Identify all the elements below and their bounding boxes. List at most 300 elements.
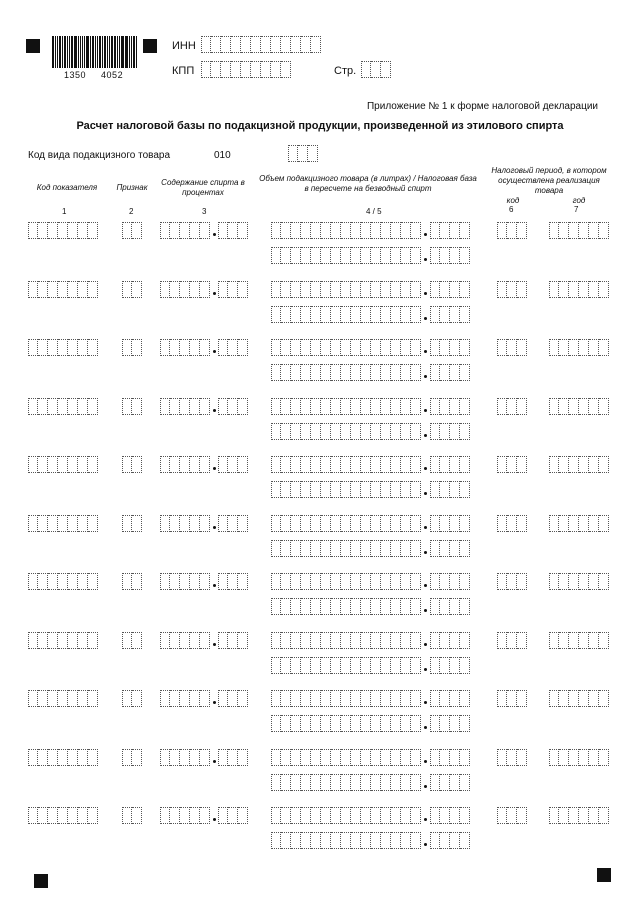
- period-year-field-cell[interactable]: [569, 456, 579, 473]
- tax-base-integer-field-cell[interactable]: [381, 774, 391, 791]
- volume-integer-field-cell[interactable]: [351, 222, 361, 239]
- tax-base-integer-field-cell[interactable]: [281, 364, 291, 381]
- alcohol-content-integer-field-cell[interactable]: [180, 690, 190, 707]
- volume-fraction-field[interactable]: [430, 690, 470, 707]
- alcohol-content-integer-field-cell[interactable]: [200, 456, 210, 473]
- tax-base-integer-field-cell[interactable]: [361, 423, 371, 440]
- tax-base-fraction-field-cell[interactable]: [430, 657, 440, 674]
- volume-integer-field-cell[interactable]: [381, 690, 391, 707]
- indicator-code-field[interactable]: [28, 632, 98, 649]
- attribute-field[interactable]: [122, 515, 142, 532]
- attribute-field-cell[interactable]: [122, 807, 132, 824]
- volume-integer-field-cell[interactable]: [341, 515, 351, 532]
- volume-integer-field-cell[interactable]: [281, 749, 291, 766]
- tax-base-integer-field-cell[interactable]: [291, 364, 301, 381]
- volume-integer-field-cell[interactable]: [351, 690, 361, 707]
- tax-base-integer-field-cell[interactable]: [331, 247, 341, 264]
- volume-integer-field-cell[interactable]: [391, 573, 401, 590]
- tax-base-fraction-field-cell[interactable]: [440, 364, 450, 381]
- tax-base-integer-field-cell[interactable]: [321, 832, 331, 849]
- volume-integer-field-cell[interactable]: [411, 222, 421, 239]
- indicator-code-field-cell[interactable]: [88, 339, 98, 356]
- volume-integer-field-cell[interactable]: [391, 339, 401, 356]
- indicator-code-field-cell[interactable]: [78, 456, 88, 473]
- kpp-cell[interactable]: [231, 61, 241, 78]
- volume-integer-field-cell[interactable]: [391, 222, 401, 239]
- volume-fraction-field-cell[interactable]: [440, 573, 450, 590]
- period-code-field-cell[interactable]: [517, 281, 527, 298]
- volume-integer-field-cell[interactable]: [361, 749, 371, 766]
- inn-field[interactable]: [201, 36, 321, 53]
- alcohol-content-integer-field-cell[interactable]: [160, 398, 170, 415]
- volume-integer-field-cell[interactable]: [281, 690, 291, 707]
- tax-base-fraction-field[interactable]: [430, 540, 470, 557]
- period-year-field-cell[interactable]: [559, 690, 569, 707]
- volume-fraction-field-cell[interactable]: [460, 456, 470, 473]
- tax-base-integer-field-cell[interactable]: [311, 306, 321, 323]
- alcohol-content-fraction-field-cell[interactable]: [218, 749, 228, 766]
- indicator-code-field-cell[interactable]: [78, 690, 88, 707]
- volume-integer-field-cell[interactable]: [291, 398, 301, 415]
- tax-base-integer-field-cell[interactable]: [391, 657, 401, 674]
- period-year-field-cell[interactable]: [569, 281, 579, 298]
- period-year-field-cell[interactable]: [589, 222, 599, 239]
- volume-integer-field-cell[interactable]: [311, 281, 321, 298]
- period-code-field-cell[interactable]: [507, 222, 517, 239]
- tax-base-integer-field-cell[interactable]: [311, 832, 321, 849]
- tax-base-integer-field-cell[interactable]: [301, 832, 311, 849]
- tax-base-integer-field-cell[interactable]: [291, 657, 301, 674]
- inn-cell[interactable]: [311, 36, 321, 53]
- volume-integer-field-cell[interactable]: [331, 690, 341, 707]
- period-year-field-cell[interactable]: [599, 339, 609, 356]
- indicator-code-field-cell[interactable]: [48, 573, 58, 590]
- alcohol-content-integer-field-cell[interactable]: [200, 398, 210, 415]
- attribute-field[interactable]: [122, 222, 142, 239]
- tax-base-integer-field-cell[interactable]: [371, 306, 381, 323]
- alcohol-content-fraction-field-cell[interactable]: [228, 398, 238, 415]
- tax-base-integer-field-cell[interactable]: [391, 306, 401, 323]
- volume-integer-field-cell[interactable]: [371, 515, 381, 532]
- alcohol-content-integer-field-cell[interactable]: [190, 632, 200, 649]
- volume-integer-field-cell[interactable]: [271, 456, 281, 473]
- indicator-code-field-cell[interactable]: [28, 222, 38, 239]
- period-year-field-cell[interactable]: [599, 456, 609, 473]
- period-code-field-cell[interactable]: [507, 339, 517, 356]
- period-code-field-cell[interactable]: [497, 749, 507, 766]
- kpp-cell[interactable]: [201, 61, 211, 78]
- volume-integer-field-cell[interactable]: [361, 690, 371, 707]
- alcohol-content-integer-field-cell[interactable]: [200, 339, 210, 356]
- indicator-code-field[interactable]: [28, 281, 98, 298]
- volume-integer-field-cell[interactable]: [411, 573, 421, 590]
- inn-cell[interactable]: [221, 36, 231, 53]
- period-year-field[interactable]: [549, 456, 609, 473]
- volume-integer-field-cell[interactable]: [311, 573, 321, 590]
- volume-integer-field-cell[interactable]: [271, 807, 281, 824]
- volume-fraction-field-cell[interactable]: [450, 339, 460, 356]
- volume-fraction-field-cell[interactable]: [440, 339, 450, 356]
- period-code-field[interactable]: [497, 807, 527, 824]
- volume-integer-field-cell[interactable]: [301, 749, 311, 766]
- tax-base-integer-field-cell[interactable]: [371, 774, 381, 791]
- alcohol-content-integer-field-cell[interactable]: [200, 515, 210, 532]
- tax-base-integer-field[interactable]: [271, 657, 421, 674]
- period-year-field-cell[interactable]: [589, 398, 599, 415]
- volume-integer-field-cell[interactable]: [301, 515, 311, 532]
- volume-integer-field-cell[interactable]: [401, 515, 411, 532]
- tax-base-fraction-field-cell[interactable]: [440, 540, 450, 557]
- tax-base-integer-field-cell[interactable]: [321, 364, 331, 381]
- volume-integer-field-cell[interactable]: [361, 515, 371, 532]
- tax-base-integer-field-cell[interactable]: [321, 598, 331, 615]
- inn-cell[interactable]: [281, 36, 291, 53]
- alcohol-content-integer-field-cell[interactable]: [180, 456, 190, 473]
- indicator-code-field-cell[interactable]: [38, 398, 48, 415]
- period-code-field-cell[interactable]: [497, 281, 507, 298]
- volume-integer-field-cell[interactable]: [281, 456, 291, 473]
- volume-integer-field-cell[interactable]: [321, 281, 331, 298]
- indicator-code-field-cell[interactable]: [68, 573, 78, 590]
- tax-base-fraction-field-cell[interactable]: [450, 364, 460, 381]
- tax-base-fraction-field-cell[interactable]: [450, 306, 460, 323]
- alcohol-content-integer-field-cell[interactable]: [180, 398, 190, 415]
- alcohol-content-integer-field-cell[interactable]: [160, 281, 170, 298]
- tax-base-integer-field-cell[interactable]: [391, 715, 401, 732]
- tax-base-integer-field-cell[interactable]: [361, 715, 371, 732]
- tax-base-integer-field-cell[interactable]: [371, 423, 381, 440]
- indicator-code-field-cell[interactable]: [58, 515, 68, 532]
- period-year-field-cell[interactable]: [559, 573, 569, 590]
- period-year-field-cell[interactable]: [579, 456, 589, 473]
- period-code-field[interactable]: [497, 339, 527, 356]
- alcohol-content-fraction-field-cell[interactable]: [228, 690, 238, 707]
- period-year-field[interactable]: [549, 398, 609, 415]
- alcohol-content-fraction-field[interactable]: [218, 398, 248, 415]
- tax-base-integer-field-cell[interactable]: [301, 598, 311, 615]
- volume-fraction-field-cell[interactable]: [450, 749, 460, 766]
- tax-base-integer-field[interactable]: [271, 364, 421, 381]
- period-year-field-cell[interactable]: [559, 222, 569, 239]
- indicator-code-field-cell[interactable]: [58, 807, 68, 824]
- volume-fraction-field-cell[interactable]: [450, 690, 460, 707]
- tax-base-integer-field-cell[interactable]: [301, 423, 311, 440]
- volume-integer-field-cell[interactable]: [411, 456, 421, 473]
- volume-fraction-field-cell[interactable]: [430, 222, 440, 239]
- tax-base-integer-field-cell[interactable]: [321, 423, 331, 440]
- indicator-code-field-cell[interactable]: [68, 339, 78, 356]
- period-code-field-cell[interactable]: [507, 807, 517, 824]
- period-year-field-cell[interactable]: [559, 515, 569, 532]
- volume-integer-field-cell[interactable]: [371, 632, 381, 649]
- inn-cell[interactable]: [251, 36, 261, 53]
- page-cell[interactable]: [381, 61, 391, 78]
- alcohol-content-integer-field-cell[interactable]: [170, 807, 180, 824]
- tax-base-fraction-field-cell[interactable]: [440, 832, 450, 849]
- period-year-field-cell[interactable]: [549, 456, 559, 473]
- volume-integer-field-cell[interactable]: [271, 690, 281, 707]
- tax-base-integer-field-cell[interactable]: [381, 364, 391, 381]
- tax-base-integer-field-cell[interactable]: [361, 657, 371, 674]
- tax-base-integer-field-cell[interactable]: [411, 598, 421, 615]
- tax-base-integer-field-cell[interactable]: [301, 657, 311, 674]
- alcohol-content-integer-field-cell[interactable]: [170, 632, 180, 649]
- volume-fraction-field[interactable]: [430, 339, 470, 356]
- volume-integer-field-cell[interactable]: [301, 339, 311, 356]
- volume-fraction-field[interactable]: [430, 749, 470, 766]
- alcohol-content-integer-field-cell[interactable]: [160, 456, 170, 473]
- tax-base-fraction-field-cell[interactable]: [440, 715, 450, 732]
- tax-base-integer-field-cell[interactable]: [281, 832, 291, 849]
- tax-base-integer-field-cell[interactable]: [341, 306, 351, 323]
- volume-fraction-field-cell[interactable]: [430, 807, 440, 824]
- period-code-field-cell[interactable]: [507, 281, 517, 298]
- indicator-code-field-cell[interactable]: [78, 398, 88, 415]
- period-year-field-cell[interactable]: [589, 632, 599, 649]
- indicator-code-field-cell[interactable]: [68, 749, 78, 766]
- tax-base-integer-field-cell[interactable]: [301, 306, 311, 323]
- volume-integer-field-cell[interactable]: [401, 222, 411, 239]
- tax-base-integer-field-cell[interactable]: [411, 423, 421, 440]
- period-code-field-cell[interactable]: [517, 632, 527, 649]
- alcohol-content-fraction-field-cell[interactable]: [238, 690, 248, 707]
- tax-base-fraction-field-cell[interactable]: [430, 598, 440, 615]
- alcohol-content-fraction-field-cell[interactable]: [218, 573, 228, 590]
- volume-integer-field-cell[interactable]: [361, 281, 371, 298]
- alcohol-content-integer-field-cell[interactable]: [170, 339, 180, 356]
- tax-base-integer-field-cell[interactable]: [411, 306, 421, 323]
- tax-base-fraction-field-cell[interactable]: [430, 423, 440, 440]
- volume-integer-field-cell[interactable]: [341, 573, 351, 590]
- attribute-field-cell[interactable]: [122, 573, 132, 590]
- period-year-field-cell[interactable]: [579, 690, 589, 707]
- tax-base-integer-field-cell[interactable]: [351, 481, 361, 498]
- period-year-field-cell[interactable]: [599, 281, 609, 298]
- tax-base-integer-field-cell[interactable]: [391, 540, 401, 557]
- tax-base-integer-field-cell[interactable]: [361, 598, 371, 615]
- indicator-code-field[interactable]: [28, 807, 98, 824]
- tax-base-fraction-field-cell[interactable]: [460, 306, 470, 323]
- alcohol-content-fraction-field-cell[interactable]: [228, 456, 238, 473]
- kpp-cell[interactable]: [251, 61, 261, 78]
- volume-integer-field-cell[interactable]: [401, 573, 411, 590]
- period-year-field-cell[interactable]: [559, 749, 569, 766]
- volume-integer-field[interactable]: [271, 339, 421, 356]
- volume-integer-field-cell[interactable]: [341, 339, 351, 356]
- alcohol-content-integer-field-cell[interactable]: [200, 749, 210, 766]
- tax-base-integer-field-cell[interactable]: [281, 423, 291, 440]
- volume-integer-field-cell[interactable]: [391, 749, 401, 766]
- period-year-field-cell[interactable]: [589, 456, 599, 473]
- volume-integer-field[interactable]: [271, 632, 421, 649]
- period-year-field-cell[interactable]: [589, 339, 599, 356]
- alcohol-content-fraction-field-cell[interactable]: [218, 807, 228, 824]
- indicator-code-field-cell[interactable]: [28, 281, 38, 298]
- volume-integer-field-cell[interactable]: [381, 222, 391, 239]
- attribute-field[interactable]: [122, 632, 142, 649]
- indicator-code-field-cell[interactable]: [78, 515, 88, 532]
- alcohol-content-fraction-field[interactable]: [218, 749, 248, 766]
- volume-integer-field-cell[interactable]: [341, 398, 351, 415]
- alcohol-content-integer-field-cell[interactable]: [160, 573, 170, 590]
- period-year-field[interactable]: [549, 281, 609, 298]
- alcohol-content-integer-field-cell[interactable]: [160, 690, 170, 707]
- volume-integer-field-cell[interactable]: [391, 690, 401, 707]
- tax-base-integer-field-cell[interactable]: [381, 657, 391, 674]
- indicator-code-field-cell[interactable]: [48, 515, 58, 532]
- indicator-code-field-cell[interactable]: [48, 456, 58, 473]
- alcohol-content-integer-field-cell[interactable]: [190, 222, 200, 239]
- period-code-field-cell[interactable]: [507, 749, 517, 766]
- volume-integer-field[interactable]: [271, 281, 421, 298]
- period-year-field-cell[interactable]: [599, 573, 609, 590]
- indicator-code-field-cell[interactable]: [88, 749, 98, 766]
- volume-integer-field-cell[interactable]: [291, 573, 301, 590]
- volume-integer-field-cell[interactable]: [391, 398, 401, 415]
- volume-fraction-field-cell[interactable]: [460, 807, 470, 824]
- volume-integer-field-cell[interactable]: [411, 807, 421, 824]
- tax-base-integer-field-cell[interactable]: [281, 657, 291, 674]
- tax-base-integer-field-cell[interactable]: [321, 481, 331, 498]
- tax-base-integer-field-cell[interactable]: [341, 364, 351, 381]
- indicator-code-field-cell[interactable]: [78, 749, 88, 766]
- volume-integer-field-cell[interactable]: [381, 339, 391, 356]
- alcohol-content-fraction-field-cell[interactable]: [238, 456, 248, 473]
- alcohol-content-fraction-field-cell[interactable]: [238, 222, 248, 239]
- tax-base-integer-field-cell[interactable]: [391, 423, 401, 440]
- volume-integer-field-cell[interactable]: [411, 515, 421, 532]
- page-number-field[interactable]: [361, 61, 391, 78]
- tax-base-integer-field[interactable]: [271, 306, 421, 323]
- volume-integer-field-cell[interactable]: [311, 749, 321, 766]
- period-year-field-cell[interactable]: [599, 749, 609, 766]
- volume-integer-field-cell[interactable]: [311, 690, 321, 707]
- volume-integer-field-cell[interactable]: [321, 632, 331, 649]
- volume-integer-field-cell[interactable]: [331, 339, 341, 356]
- indicator-code-field-cell[interactable]: [78, 339, 88, 356]
- indicator-code-field-cell[interactable]: [58, 281, 68, 298]
- volume-integer-field-cell[interactable]: [381, 632, 391, 649]
- alcohol-content-integer-field-cell[interactable]: [160, 222, 170, 239]
- tax-base-integer-field-cell[interactable]: [401, 832, 411, 849]
- alcohol-content-integer-field-cell[interactable]: [190, 749, 200, 766]
- volume-integer-field-cell[interactable]: [281, 398, 291, 415]
- indicator-code-field-cell[interactable]: [28, 339, 38, 356]
- tax-base-fraction-field-cell[interactable]: [450, 247, 460, 264]
- period-code-field-cell[interactable]: [507, 690, 517, 707]
- indicator-code-field-cell[interactable]: [38, 515, 48, 532]
- alcohol-content-fraction-field-cell[interactable]: [238, 398, 248, 415]
- volume-integer-field-cell[interactable]: [351, 398, 361, 415]
- tax-base-fraction-field-cell[interactable]: [460, 540, 470, 557]
- tax-base-integer-field[interactable]: [271, 598, 421, 615]
- tax-base-integer-field-cell[interactable]: [391, 364, 401, 381]
- volume-integer-field-cell[interactable]: [351, 573, 361, 590]
- tax-base-integer-field-cell[interactable]: [281, 598, 291, 615]
- volume-integer-field-cell[interactable]: [371, 807, 381, 824]
- tax-base-integer-field-cell[interactable]: [391, 247, 401, 264]
- tax-base-fraction-field[interactable]: [430, 715, 470, 732]
- alcohol-content-integer-field[interactable]: [160, 749, 210, 766]
- volume-fraction-field-cell[interactable]: [440, 281, 450, 298]
- indicator-code-field-cell[interactable]: [28, 749, 38, 766]
- kpp-cell[interactable]: [261, 61, 271, 78]
- volume-integer-field-cell[interactable]: [311, 515, 321, 532]
- period-year-field-cell[interactable]: [579, 807, 589, 824]
- alcohol-content-integer-field[interactable]: [160, 515, 210, 532]
- indicator-code-field-cell[interactable]: [48, 339, 58, 356]
- volume-integer-field-cell[interactable]: [271, 398, 281, 415]
- volume-integer-field-cell[interactable]: [271, 281, 281, 298]
- volume-integer-field-cell[interactable]: [281, 339, 291, 356]
- alcohol-content-fraction-field-cell[interactable]: [228, 573, 238, 590]
- volume-integer-field-cell[interactable]: [401, 281, 411, 298]
- volume-integer-field-cell[interactable]: [291, 222, 301, 239]
- volume-integer-field-cell[interactable]: [311, 339, 321, 356]
- inn-cell[interactable]: [301, 36, 311, 53]
- period-year-field-cell[interactable]: [549, 398, 559, 415]
- volume-fraction-field-cell[interactable]: [460, 573, 470, 590]
- indicator-code-field-cell[interactable]: [28, 632, 38, 649]
- volume-integer-field-cell[interactable]: [311, 398, 321, 415]
- indicator-code-field-cell[interactable]: [48, 632, 58, 649]
- alcohol-content-fraction-field-cell[interactable]: [238, 281, 248, 298]
- volume-integer-field-cell[interactable]: [301, 281, 311, 298]
- period-year-field-cell[interactable]: [549, 339, 559, 356]
- tax-base-integer-field-cell[interactable]: [401, 598, 411, 615]
- kpp-cell[interactable]: [281, 61, 291, 78]
- volume-integer-field-cell[interactable]: [381, 573, 391, 590]
- tax-base-fraction-field-cell[interactable]: [450, 774, 460, 791]
- tax-base-integer-field-cell[interactable]: [401, 306, 411, 323]
- indicator-code-field-cell[interactable]: [28, 690, 38, 707]
- period-year-field-cell[interactable]: [569, 573, 579, 590]
- period-year-field-cell[interactable]: [569, 398, 579, 415]
- tax-base-fraction-field-cell[interactable]: [430, 540, 440, 557]
- period-year-field[interactable]: [549, 573, 609, 590]
- attribute-field-cell[interactable]: [122, 690, 132, 707]
- tax-base-integer-field-cell[interactable]: [331, 481, 341, 498]
- tax-base-integer-field[interactable]: [271, 832, 421, 849]
- period-year-field[interactable]: [549, 632, 609, 649]
- volume-integer-field-cell[interactable]: [381, 398, 391, 415]
- period-code-field-cell[interactable]: [507, 632, 517, 649]
- alcohol-content-fraction-field-cell[interactable]: [228, 222, 238, 239]
- tax-base-integer-field-cell[interactable]: [281, 715, 291, 732]
- volume-integer-field-cell[interactable]: [331, 281, 341, 298]
- period-code-field-cell[interactable]: [517, 573, 527, 590]
- volume-fraction-field-cell[interactable]: [460, 632, 470, 649]
- tax-base-integer-field-cell[interactable]: [291, 540, 301, 557]
- kpp-field[interactable]: [201, 61, 291, 78]
- period-year-field-cell[interactable]: [549, 690, 559, 707]
- tax-base-integer-field-cell[interactable]: [291, 247, 301, 264]
- volume-integer-field-cell[interactable]: [371, 398, 381, 415]
- alcohol-content-integer-field-cell[interactable]: [190, 690, 200, 707]
- tax-base-integer-field-cell[interactable]: [291, 481, 301, 498]
- volume-integer-field-cell[interactable]: [381, 807, 391, 824]
- product-code-cell[interactable]: [298, 145, 308, 162]
- volume-fraction-field[interactable]: [430, 222, 470, 239]
- product-code-cell[interactable]: [288, 145, 298, 162]
- tax-base-integer-field-cell[interactable]: [271, 598, 281, 615]
- volume-integer-field-cell[interactable]: [411, 398, 421, 415]
- volume-integer-field-cell[interactable]: [341, 690, 351, 707]
- tax-base-integer-field-cell[interactable]: [361, 832, 371, 849]
- inn-cell[interactable]: [211, 36, 221, 53]
- volume-integer-field[interactable]: [271, 690, 421, 707]
- attribute-field-cell[interactable]: [132, 690, 142, 707]
